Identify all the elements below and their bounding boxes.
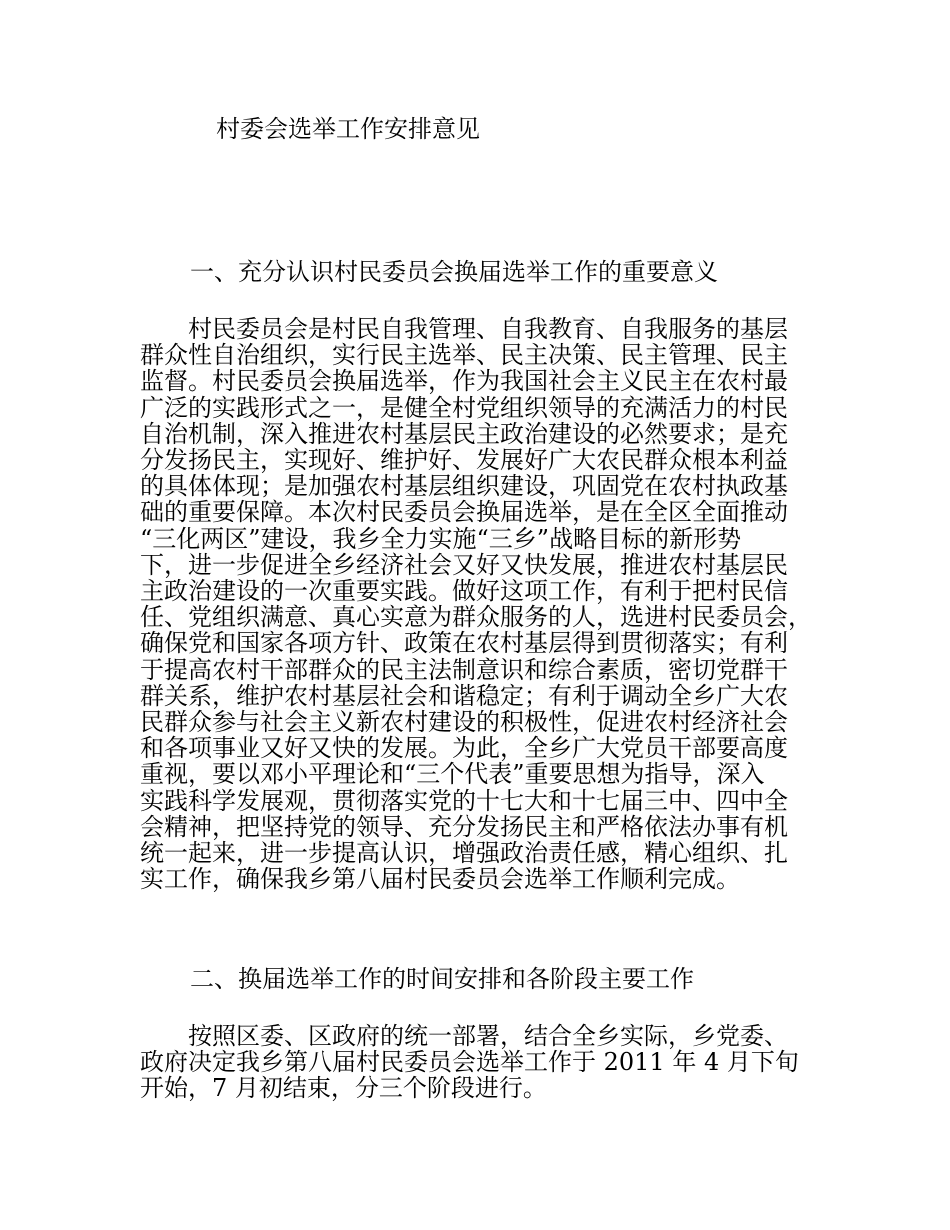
paragraph-line: 分发扬民主，实现好、维护好、发展好广大农民群众根本利益 [140, 446, 788, 475]
paragraph-line: 自治机制，深入推进农村基层民主政治建设的必然要求；是充 [140, 419, 788, 448]
paragraph-line: 下，进一步促进全乡经济社会又好又快发展，推进农村基层民 [140, 550, 788, 579]
paragraph-line: 监督。村民委员会换届选举，作为我国社会主义民主在农村最 [140, 367, 788, 396]
paragraph-line: 实践科学发展观，贯彻落实党的十七大和十七届三中、四中全 [140, 786, 788, 815]
paragraph-line: 础的重要保障。本次村民委员会换届选举，是在全区全面推动 [140, 498, 788, 527]
paragraph-line: 于提高农村干部群众的民主法制意识和综合素质，密切党群干 [140, 655, 788, 684]
paragraph-line: “三化两区”建设，我乡全力实施“三乡”战略目标的新形势 [140, 524, 742, 553]
paragraph-line: 实工作，确保我乡第八届村民委员会选举工作顺利完成。 [140, 865, 740, 894]
paragraph-line: 的具体体现；是加强农村基层组织建设，巩固党在农村执政基 [140, 472, 788, 501]
section-heading-2: 二、换届选举工作的时间安排和各阶段主要工作 [190, 965, 694, 993]
paragraph-line: 会精神，把坚持党的领导、充分发扬民主和严格依法办事有机 [140, 812, 788, 841]
paragraph-line: 重视，要以邓小平理论和“三个代表”重要思想为指导，深入 [140, 760, 765, 789]
section-heading-1: 一、充分认识村民委员会换届选举工作的重要意义 [190, 258, 718, 286]
paragraph-line: 政府决定我乡第八届村民委员会选举工作于 2011 年 4 月下旬 [140, 1048, 799, 1077]
document-title: 村委会选举工作安排意见 [216, 115, 480, 143]
paragraph-line: 群关系，维护农村基层社会和谐稳定；有利于调动全乡广大农 [140, 681, 788, 710]
paragraph-line: 统一起来，进一步提高认识，增强政治责任感，精心组织、扎 [140, 839, 788, 868]
section-paragraph-2 [140, 1023, 830, 1102]
section-paragraph-1 [140, 316, 830, 892]
paragraph-line: 和各项事业又好又快的发展。为此，全乡广大党员干部要高度 [140, 734, 788, 763]
paragraph-line: 民群众参与社会主义新农村建设的积极性，促进农村经济社会 [140, 708, 788, 737]
paragraph-line: 村民委员会是村民自我管理、自我教育、自我服务的基层 [140, 315, 788, 343]
paragraph-line: 任、党组织满意、真心实意为群众服务的人，选进村民委员会， [140, 603, 812, 632]
paragraph-line: 主政治建设的一次重要实践。做好这项工作，有利于把村民信 [140, 577, 788, 606]
paragraph-line: 开始，7 月初结束，分三个阶段进行。 [140, 1074, 547, 1103]
paragraph-line: 群众性自治组织，实行民主选举、民主决策、民主管理、民主 [140, 341, 788, 370]
paragraph-line: 广泛的实践形式之一，是健全村党组织领导的充满活力的村民 [140, 393, 788, 422]
paragraph-line: 按照区委、区政府的统一部署，结合全乡实际，乡党委、 [140, 1022, 788, 1050]
paragraph-line: 确保党和国家各项方针、政策在农村基层得到贯彻落实；有利 [140, 629, 788, 658]
